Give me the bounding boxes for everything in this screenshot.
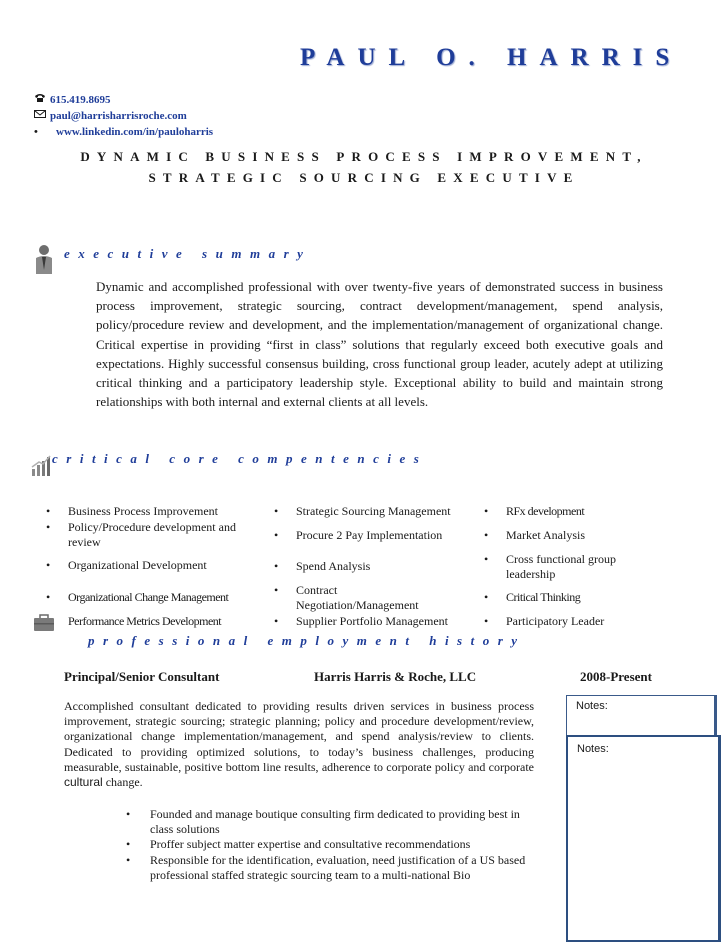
- contact-email-row: [34, 108, 213, 124]
- envelope-icon: [34, 108, 50, 124]
- list-item: • Policy/Procedure development and review: [46, 520, 236, 549]
- contact-block: [34, 92, 213, 140]
- list-item: • Strategic Sourcing Management: [274, 504, 451, 518]
- phone-icon: [34, 92, 50, 108]
- list-item: • Spend Analysis: [274, 559, 371, 573]
- list-item: • Business Process Improvement: [46, 504, 218, 518]
- list-item: • Procure 2 Pay Implementation: [274, 528, 443, 542]
- list-item: • Proffer subject matter expertise and consultative recommendations: [126, 837, 471, 852]
- job-description-word: cultural: [64, 775, 103, 790]
- summary-text: Dynamic and accomplished professional with over twenty-five years of demonstrated success in business process improvement, strategic sourcing, contract development/management, spend analysis, policy/procedure review and development, and the implementation/management of organizational change. Critical expertise in providing “first in class” solutions that regularly exceed both executive goals and expectations. Highly successful consensus building, cross functional group leader, acutely adept at utilizing critical thinking and a participatory leadership style. Exceptional ability to build and maintain strong relationships with both internal and external clients at all levels.: [96, 279, 663, 410]
- list-item: • Organizational Development: [46, 558, 207, 572]
- list-item: • Cross functional group leadership: [484, 552, 616, 581]
- employment-title: professional employment history: [88, 633, 526, 648]
- contact-linkedin[interactable]: www.linkedin.com/in/pauloharris: [56, 126, 214, 138]
- list-item: • Market Analysis: [484, 528, 585, 542]
- competencies-title: critical core compentencies: [52, 451, 428, 466]
- notes-box-2[interactable]: [566, 735, 721, 942]
- list-item: • Founded and manage boutique consulting firm dedicated to providing best in class solutions: [126, 807, 520, 837]
- list-item: • RFx development: [484, 504, 585, 518]
- job-description-end: change.: [105, 775, 143, 790]
- list-item: • Responsible for the identification, evaluation, need justification of a US based professional staffed strategic sourcing team to a multi-national Bio: [126, 852, 526, 882]
- notes-label-1: Notes:: [576, 700, 608, 712]
- resume-name: PAUL O. HARRIS: [300, 44, 683, 71]
- briefcase-icon: [33, 614, 55, 644]
- contact-phone: 615.419.8695: [50, 94, 111, 106]
- contact-linkedin-row: [34, 124, 213, 140]
- headline: [0, 146, 728, 188]
- job-bullets: [126, 807, 536, 883]
- summary-title: executive summary: [64, 246, 312, 261]
- person-icon: [33, 244, 55, 274]
- job-title: Principal/Senior Consultant: [64, 669, 220, 684]
- bullet-icon: •: [34, 126, 38, 138]
- list-item: • Contract Negotiation/Management: [274, 583, 419, 612]
- job-description-part: Accomplished consultant dedicated to providing results driven services in business process improvement, strategic sourcing; strategic planning; policy and procedure development/review, organizational change implementation/management, and spend analysis/review to clients. Dedicated to providing optimized solutions, to today’s business challenges, producing measurable, sustainable, positive bottom line results, adherence to corporate policy and corporate: [64, 699, 534, 774]
- contact-email[interactable]: paul@harrisharrisroche.com: [50, 110, 187, 122]
- job-company: Harris Harris & Roche, LLC: [314, 669, 477, 684]
- headline-line-1: DYNAMIC BUSINESS PROCESS IMPROVEMENT,: [80, 149, 648, 164]
- list-item: • Organizational Change Management: [46, 590, 229, 604]
- notes-label-2: Notes:: [577, 743, 609, 755]
- job-description: [64, 699, 534, 790]
- contact-phone-row: [34, 92, 213, 108]
- list-item: • Supplier Portfolio Management: [274, 614, 448, 628]
- headline-line-2: STRATEGIC SOURCING EXECUTIVE: [148, 170, 580, 185]
- list-item: Performance Metrics Development: [68, 614, 222, 628]
- list-item: • Critical Thinking: [484, 590, 581, 604]
- list-item: • Participatory Leader: [484, 614, 605, 628]
- job-dates: 2008-Present: [580, 669, 652, 684]
- bar-chart-icon: [31, 455, 53, 485]
